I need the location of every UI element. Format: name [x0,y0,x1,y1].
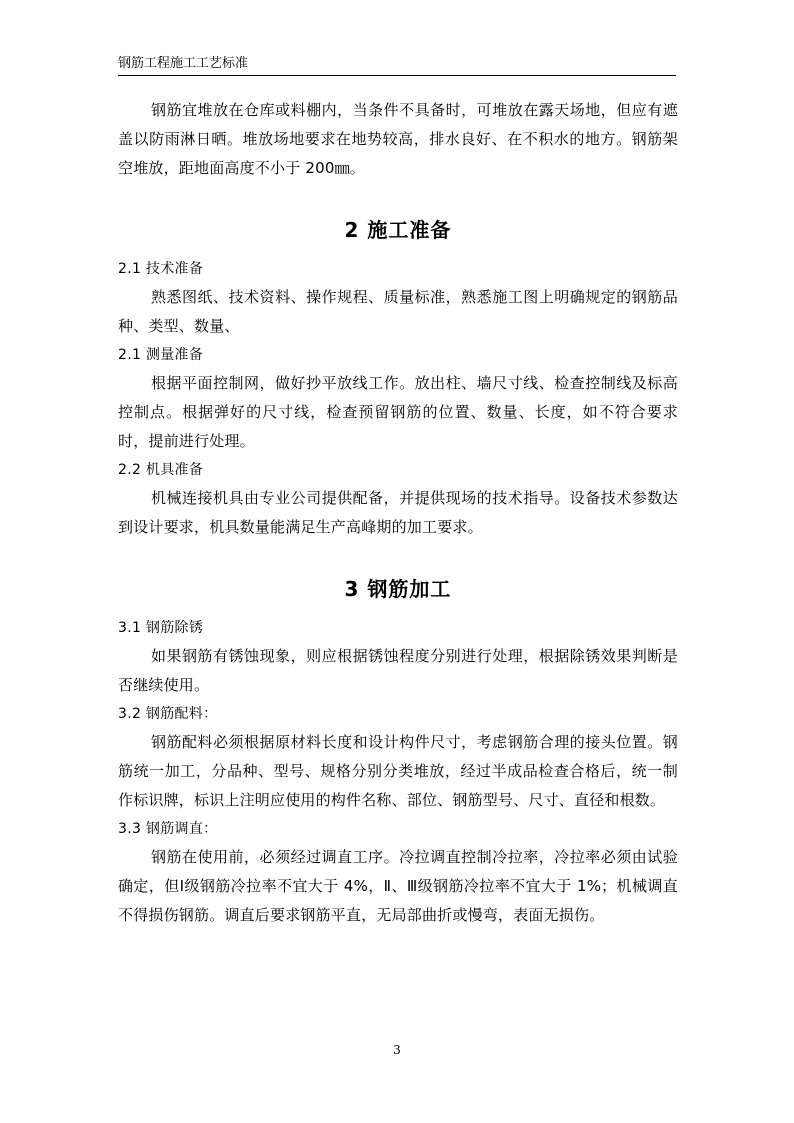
page-body [118,96,678,930]
subsection-3-2-heading: 3.2 钢筋配料： [118,706,218,722]
subsection-3-1-text: 如果钢筋有锈蚀现象，则应根据锈蚀程度分别进行处理，根据除锈效果判断是否继续使用。 [118,647,678,694]
subsection-2-2-heading: 2.2 机具准备 [118,462,204,478]
section-2-title: 2 施工准备 [344,218,452,242]
running-header: 钢筋工程施工工艺标准 [118,55,676,76]
subsection-3-3-text: 钢筋在使用前，必须经过调直工序。冷拉调直控制冷拉率，冷拉率必须由试验确定，但Ⅰ级钢筋冷拉率不宜大于 4%，Ⅱ、Ⅲ级钢筋冷拉率不宜大于 1%；机械调直不得损伤钢筋。调直后要求钢筋平直，无局部曲折或慢弯，表面无损伤。 [118,848,678,924]
subsection-3-1-heading: 3.1 钢筋除锈 [118,620,204,636]
subsection-3-2-text: 钢筋配料必须根据原材料长度和设计构件尺寸，考虑钢筋合理的接头位置。钢筋统一加工，分品种、型号、规格分别分类堆放，经过半成品检查合格后，统一制作标识牌，标识上注明应使用的构件名称、部位、钢筋型号、尺寸、直径和根数。 [118,733,678,809]
intro-paragraph: 钢筋宜堆放在仓库或料棚内，当条件不具备时，可堆放在露天场地，但应有遮盖以防雨淋日晒。堆放场地要求在地势较高，排水良好、在不积水的地方。钢筋架空堆放，距地面高度不小于 200㎜。 [118,101,678,177]
page-number: 3 [393,1043,401,1057]
section-3-title: 3 钢筋加工 [344,577,452,601]
subsection-2-1b-text: 根据平面控制网，做好抄平放线工作。放出柱、墙尺寸线、检查控制线及标高控制点。根据弹好的尺寸线，检查预留钢筋的位置、数量、长度，如不符合要求时，提前进行处理。 [118,374,678,450]
subsection-3-3-heading: 3.3 钢筋调直： [118,821,218,837]
subsection-2-1-text: 熟悉图纸、技术资料、操作规程、质量标准，熟悉施工图上明确规定的钢筋品种、类型、数量、 [118,288,678,335]
subsection-2-1b-heading: 2.1 测量准备 [118,347,204,363]
subsection-2-2-text: 机械连接机具由专业公司提供配备，并提供现场的技术指导。设备技术参数达到设计要求，机具数量能满足生产高峰期的加工要求。 [118,489,678,536]
subsection-2-1-heading: 2.1 技术准备 [118,261,204,277]
